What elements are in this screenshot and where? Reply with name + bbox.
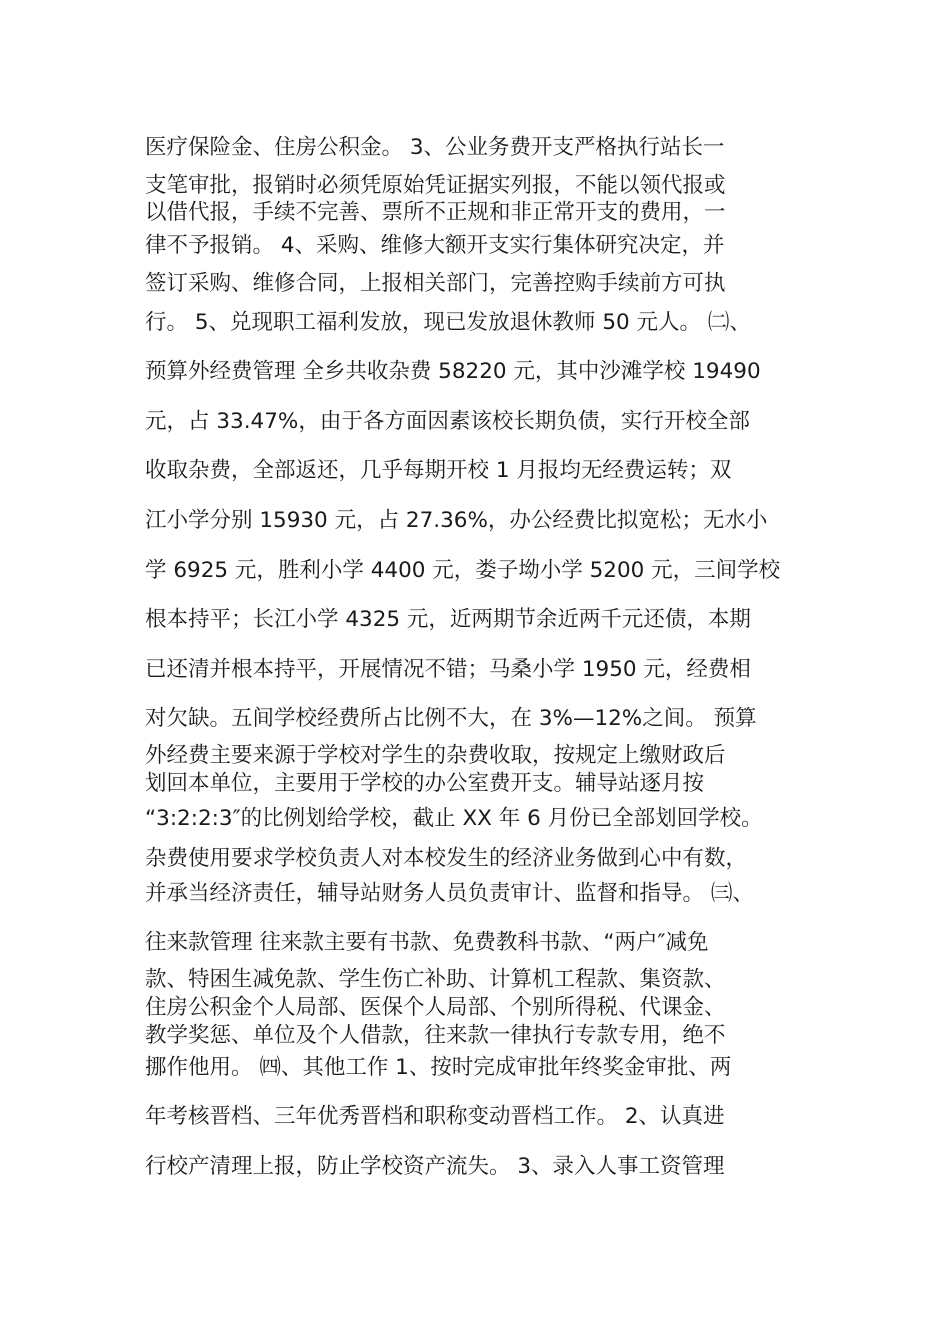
text-line: 以借代报，手续不完善、票所不正规和非正常开支的费用，一 [145, 200, 726, 225]
text-line: 外经费主要来源于学校对学生的杂费收取，按规定上缴财政后 [145, 743, 726, 768]
text-line: 行。 5、兑现职工福利发放，现已发放退休教师 50 元人。 ㈡、 [145, 310, 751, 335]
text-line: 款、特困生减免款、学生伤亡补助、计算机工程款、集资款、 [145, 967, 726, 992]
text-line: 医疗保险金、住房公积金。 3、公业务费开支严格执行站长一 [145, 135, 725, 160]
text-line: 收取杂费，全部返还，几乎每期开校 1 月报均无经费运转；双 [145, 458, 732, 483]
text-line: 签订采购、维修合同，上报相关部门，完善控购手续前方可执 [145, 271, 726, 296]
text-line: 行校产清理上报，防止学校资产流失。 3、录入人事工资管理 [145, 1154, 725, 1179]
text-line: 对欠缺。五间学校经费所占比例不大，在 3%—12%之间。 预算 [145, 706, 757, 731]
text-line: 律不予报销。 4、采购、维修大额开支实行集体研究决定，并 [145, 233, 725, 258]
text-line: 预算外经费管理 全乡共收杂费 58220 元，其中沙滩学校 19490 [145, 359, 761, 384]
text-line: 元，占 33.47%，由于各方面因素该校长期负债，实行开校全部 [145, 409, 750, 434]
text-line: 并承当经济责任，辅导站财务人员负责审计、监督和指导。 ㈢、 [145, 881, 754, 906]
text-line: 已还清并根本持平，开展情况不错；马桑小学 1950 元，经费相 [145, 657, 751, 682]
text-line: 划回本单位，主要用于学校的办公室费开支。辅导站逐月按 [145, 771, 705, 796]
text-line: 杂费使用要求学校负责人对本校发生的经济业务做到心中有数， [145, 846, 748, 871]
text-line: “3:2:2:3″的比例划给学校，截止 XX 年 6 月份已全部划回学校。 [145, 806, 763, 831]
text-line: 往来款管理 往来款主要有书款、免费教科书款、“两户″减免 [145, 930, 709, 955]
text-line: 江小学分别 15930 元，占 27.36%，办公经费比拟宽松；无水小 [145, 508, 768, 533]
text-line: 教学奖惩、单位及个人借款，往来款一律执行专款专用，绝不 [145, 1023, 726, 1048]
text-line: 年考核晋档、三年优秀晋档和职称变动晋档工作。 2、认真进 [145, 1104, 725, 1129]
text-line: 挪作他用。 ㈣、其他工作 1、按时完成审批年终奖金审批、两 [145, 1055, 732, 1080]
text-line: 支笔审批，报销时必须凭原始凭证据实列报，不能以领代报或 [145, 173, 726, 198]
text-line: 学 6925 元，胜利小学 4400 元，娄子坳小学 5200 元，三间学校 [145, 558, 781, 583]
text-line: 根本持平；长江小学 4325 元，近两期节余近两千元还债，本期 [145, 607, 751, 632]
text-line: 住房公积金个人局部、医保个人局部、个别所得税、代课金、 [145, 995, 726, 1020]
